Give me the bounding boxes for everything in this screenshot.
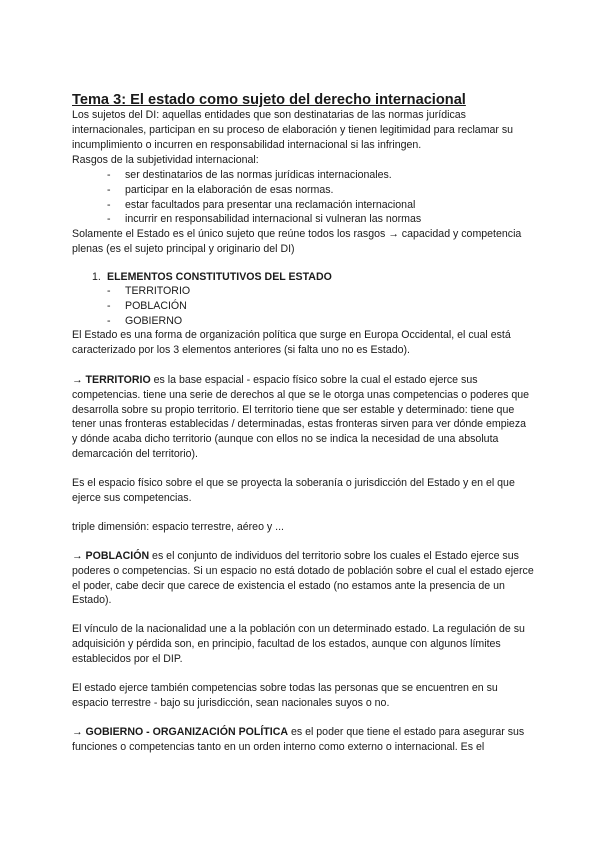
list-item: - estar facultados para presentar una reclamación internacional (107, 198, 421, 213)
gobierno-paragraph (72, 725, 534, 755)
territorio-paragraph (72, 373, 534, 462)
list-item: - participar en la elaboración de esas normas. (107, 183, 421, 198)
territorio-text: es la base espacial - espacio físico sobre la cual el estado ejerce sus competencias. tiene una serie de derechos al que se le otorga unas competencias o poderes que desarrolla sobre su propio territorio. El territorio tiene que ser estable y determinado: tiene que tener unas fronteras establecidas / determinadas, estas fronteras sirven para ver dónde empieza y dónde acaba dicho territorio (aunque con ellos no se indica la necesidad de una absoluta demarcación del territorio). (72, 374, 530, 460)
estado-definition: El Estado es una forma de organización política que surge en Europa Occidental, el cual está caracterizado por los 3 elementos anteriores (si falta uno no es Estado). (72, 329, 511, 356)
poblacion-label: POBLACIÓN (85, 550, 150, 562)
triple-dimension: triple dimensión: espacio terrestre, aéreo y ... (72, 521, 284, 533)
list-item: - ser destinatarios de las normas jurídicas internacionales. (107, 168, 421, 183)
intro-paragraph: Los sujetos del DI: aquellas entidades que son destinatarias de las normas jurídicas internacionales, participan en su proceso de elaboración y tienen legitimidad para reclamar su incumplimiento o incurren en responsabilidad internacional si las infringen. (72, 109, 514, 151)
rasgos-list (107, 168, 421, 227)
territorio-label: TERRITORIO (85, 374, 151, 386)
poblacion-text: es el conjunto de individuos del territorio sobre los cuales el Estado ejerce sus poderes o competencias. Si un espacio no está dotado de población sobre el cual el estado ejerce el poder, cabe decir que carece de existencia el estado (no estamos ante la presencia de un Estado). (72, 550, 534, 607)
list-item: - GOBIERNO (107, 314, 190, 329)
poblacion-paragraph (72, 549, 534, 608)
solamente-paragraph: Solamente el Estado es el único sujeto que reúne todos los rasgos → capacidad y competencia plenas (es el sujeto principal y originario del DI) (72, 228, 522, 255)
section-heading (92, 270, 332, 285)
rasgos-label: Rasgos de la subjetividad internacional: (72, 154, 259, 166)
section-heading-text: ELEMENTOS CONSTITUTIVOS DEL ESTADO (107, 271, 332, 283)
competencias-paragraph: El estado ejerce también competencias sobre todas las personas que se encuentren en su espacio terrestre - bajo su jurisdicción, sean nacionales suyos o no. (72, 682, 498, 709)
espacio-fisico-paragraph: Es el espacio físico sobre el que se proyecta la soberanía o jurisdicción del Estado y en el que ejerce sus competencias. (72, 477, 515, 504)
arrow: → (72, 550, 86, 562)
list-item: - incurrir en responsabilidad internacional si vulneran las normas (107, 212, 421, 227)
gobierno-label: GOBIERNO - ORGANIZACIÓN POLÍTICA (85, 726, 289, 738)
list-item: - POBLACIÓN (107, 299, 190, 314)
arrow: → (72, 726, 86, 738)
gobierno-text: es el poder que tiene el estado para asegurar sus funciones o competencias tanto en un orden interno como externo o internacional. Es el (72, 726, 525, 753)
arrow: → (72, 374, 86, 386)
section-number: 1. (92, 271, 101, 283)
list-item: - TERRITORIO (107, 284, 190, 299)
section-items (107, 284, 190, 328)
page-title: Tema 3: El estado como sujeto del derecho internacional (72, 92, 466, 108)
vinculo-paragraph: El vínculo de la nacionalidad une a la población con un determinado estado. La regulación de su adquisición y pérdida son, en principio, facultad de los estados, aunque con algunos límites establecidos por el DIP. (72, 623, 525, 665)
